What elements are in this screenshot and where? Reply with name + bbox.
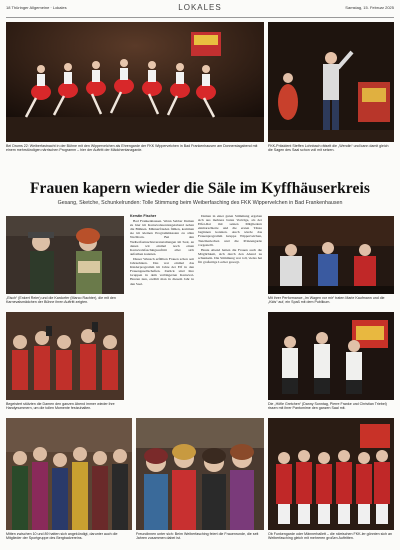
caption-mid-right: Mit ihrer Performance „Im Wagen vor mir“ traten Marie Kaufmann und die „Kids“ auf, ein Spaß mit dem Publikum.: [268, 296, 385, 305]
article-column-1: [130, 214, 194, 287]
photo-duo-performers: [6, 216, 124, 294]
photo-pantomime-trio: [268, 312, 394, 400]
caption-bottom-right: Ob Funkengarde oder Männerballett – die närrischen FKK-ler gönnten sich an Weiberfasching gleich mit mehreren großen Auftritten.: [268, 532, 393, 541]
caption-top-right: FKK-Präsident Steffen Lohnbach rätselt die „Wendin“ und kann damit gleich die Sagen des Saal schon voll mit setzen.: [268, 144, 389, 153]
article-subhead: Gesang, Sketche, Schunkelrunden: Tolle Stimmung beim Weiberfasching des FKK Wippervelchen in Bad Frankenhausen: [57, 200, 343, 206]
photo-dance-group: [6, 22, 264, 142]
issue-date: Samstag, 15. Februar 2025: [345, 5, 394, 10]
caption-bottom-mid: Freundinnen unter sich: Beim Weiberfasching feiert die Frauenrunde, die seit Jahren zusammen dabei ist.: [136, 532, 259, 541]
page-number-paper: 18 Thüringer Allgemeine · Lokales: [6, 5, 67, 10]
caption-mid-left2: Begeistert stützten die Damen den ganzen Abend immer wieder ihre Handynummern, um die tollen Momente festzuhalten.: [6, 402, 115, 411]
article-byline: Kerstin Fischer: [130, 214, 157, 218]
caption-mid-left: „Eisch“ (Enkert Reier) und die Kardorfer (Marco Rachter), die mit den Karnevalsmädchen der Bühne ihren Auftritt zeigten.: [6, 296, 116, 305]
article-headline: Frauen kapern wieder die Säle im Kyffhäuserkreis: [29, 180, 371, 197]
caption-bottom-left: Mitten zwischen 10 und 89 hatten sich angekündigt, darunter auch die Mitglieder der Sportgruppe des Bergbadvereins.: [6, 532, 118, 541]
photo-group-sport: [6, 418, 132, 530]
photo-president: [268, 22, 394, 142]
caption-top-left: Bei Drums 22: Weiberfastnacht in der Bühne mit den Wippervelchen als Ehrengarde der FKK Wippervelchen in Bad Frankenhausen am Donnerstagabend mit einem mehrstündigen närrischen Programm – hier der Auftritt der Mädchentanzgarde.: [6, 144, 258, 153]
article-paragraph: Bad Frankenhausen. Wenn Sebber Damen zu hier im Karnevalssonntagetabend neben die Bühnen. Männerfrieden fühlen, kommen sie im kleinen Programmkasten zu allen Nachbarn. Bei den Weiberfastnachtsveranstaltungen im Saal, an denen wir einmal noch einen Karnevalsfaschingsauftritt aller sich aufreihen konnten.: [130, 219, 194, 256]
caption-mid-right2: Die „Höfle Gretchen“ (Danny Sonntag, Pierre Franke und Christian Triebel) rissen mit ihrer Pantomime den ganzen Saal mit.: [268, 402, 387, 411]
page-header: [6, 3, 394, 18]
photo-audience-phones: [6, 312, 124, 400]
article-column-2: [198, 214, 262, 265]
section-title: LOKALES: [178, 3, 222, 12]
article-paragraph: Heute Abend hatten die Frauen auch die Möglichkeit, sich durch den Abend zu schunkeln. Die Stimmung war toll, vieles hat für großartige Lacher gesorgt.: [198, 247, 262, 265]
photo-performance-wagen: [268, 216, 394, 294]
article-paragraph: Damen in einer guten Stimmung ergaben sich aus mehrere bunte Vorträge, als der Elfer-Rat mit seinen Mitgliedern einmarschierte und die ersten Tänze beginnen konnten. Auch wurde das Frauenprogramm Gruppe Wippervelchen, Tanzmariechen und die Prinzengarde vorgestellt.: [198, 214, 262, 247]
photo-friends: [136, 418, 264, 530]
photo-funkengarde: [268, 418, 394, 530]
article-paragraph: Dieser Wunsch erfüllten Frauen schon seit Jahrzehnten. Das war einmal das Kinderprogramm im Jahre der Elf in den Frauengesellschaften. Zurück sind ihre Gruppen in dem verlängerten Karneval-Herzen nun, erzählt man in diesem Jahr in den Saal.: [130, 256, 194, 286]
